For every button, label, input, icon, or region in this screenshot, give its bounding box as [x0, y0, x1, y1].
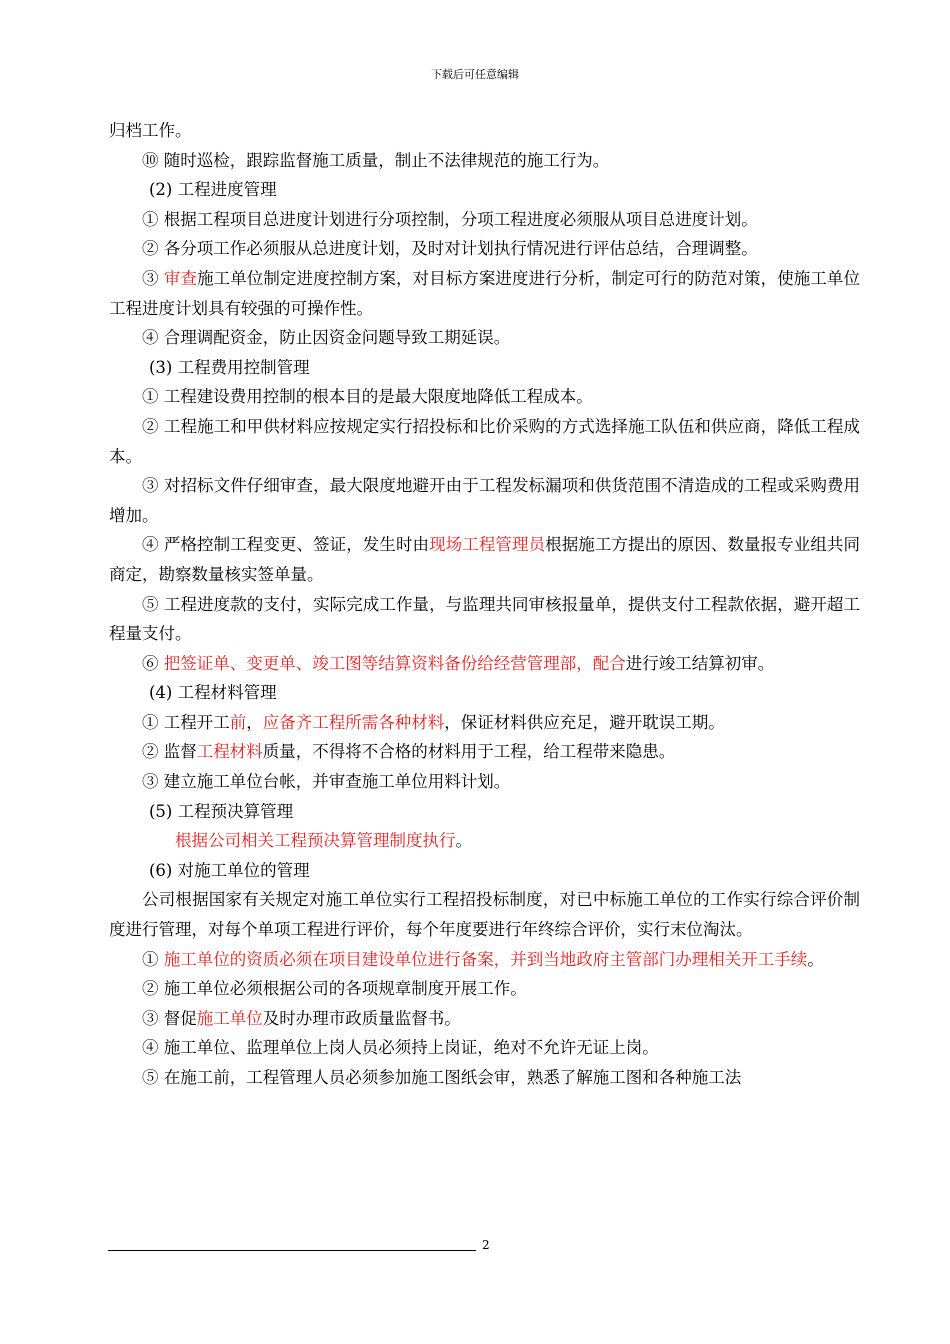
text-segment: ③ 对招标文件仔细审查，最大限度地避开由于工程发标漏项和供货范围不清造成的工程或采购费用增加。	[109, 476, 860, 525]
paragraph-p01	[109, 116, 860, 146]
text-segment: ② 各分项工作必须服从总进度计划，及时对计划执行情况进行评估总结，合理调整。	[142, 239, 758, 259]
text-segment: ⑩ 随时巡检，跟踪监督施工质量，制止不法律规范的施工行为。	[142, 150, 610, 170]
highlighted-text: 审查	[163, 268, 198, 288]
paragraph-p15	[109, 678, 860, 708]
text-segment: 归档工作。	[109, 121, 192, 140]
text-segment: ② 施工单位必须根据公司的各项规章制度开展工作。	[142, 979, 527, 999]
text-segment: 。	[807, 949, 824, 969]
highlighted-text: 施工单位	[196, 1008, 263, 1028]
highlighted-text: 施工单位的资质必须在项目建设单位进行备案，并到当地政府主管部门办理相关开工手续	[163, 949, 808, 969]
text-segment: ⑤ 工程进度款的支付，实际完成工作量，与监理共同审核报量单，提供支付工程款依据，避开超工程量支付。	[109, 594, 860, 644]
paragraph-p21	[109, 856, 860, 886]
highlighted-text: 前	[229, 712, 247, 732]
text-segment: 及时办理市政质量监督书。	[262, 1008, 461, 1028]
paragraph-p13	[109, 590, 860, 649]
page-header: 下载后可任意编辑	[431, 68, 519, 81]
text-segment: 进行竣工结算初审。	[625, 653, 775, 673]
paragraph-p07	[109, 323, 860, 353]
paragraph-p25	[109, 1004, 860, 1034]
text-segment: (2) 工程进度管理	[149, 180, 277, 200]
text-segment: ⑤ 在施工前，工程管理人员必须参加施工图纸会审，熟悉了解施工图和各种施工法	[142, 1068, 742, 1087]
text-segment: ④ 严格控制工程变更、签证，发生时由	[142, 535, 430, 555]
paragraph-p16	[109, 708, 860, 738]
paragraph-p22	[109, 885, 860, 944]
paragraph-p23	[109, 945, 860, 975]
text-segment: ，	[246, 712, 263, 732]
text-segment: ，保证材料供应充足，避开耽误工期。	[444, 712, 725, 732]
paragraph-p18	[109, 767, 860, 797]
highlighted-text: 工程材料	[196, 742, 263, 762]
paragraph-p24	[109, 974, 860, 1004]
paragraph-p20	[109, 826, 860, 856]
text-segment: ① 工程建设费用控制的根本目的是最大限度地降低工程成本。	[142, 387, 593, 407]
text-segment: ④ 合理调配资金，防止因资金问题导致工期延误。	[142, 328, 511, 348]
paragraph-p12	[109, 530, 860, 589]
text-segment: ⑥	[142, 653, 164, 673]
text-segment: 公司根据国家有关规定对施工单位实行工程招投标制度，对已中标施工单位的工作实行综合评价制度进行管理，对每个单项工程进行评价，每个年度要进行年终综合评价，实行末位淘汰。	[109, 890, 860, 940]
paragraph-p11	[109, 471, 860, 530]
highlighted-text: 根据公司相关工程预决算管理制度执行	[175, 831, 456, 851]
document-body	[109, 116, 860, 1093]
page-number: 2	[482, 1238, 490, 1252]
text-segment: ① 工程开工	[142, 712, 230, 732]
text-segment: ①	[142, 949, 164, 969]
paragraph-p05	[109, 234, 860, 264]
highlighted-text: 应备齐工程所需各种材料	[262, 712, 445, 732]
text-segment: (3) 工程费用控制管理	[149, 357, 310, 377]
paragraph-p26	[109, 1033, 860, 1063]
text-segment: ③ 督促	[142, 1008, 197, 1028]
paragraph-p09	[109, 382, 860, 412]
paragraph-p17	[109, 737, 860, 767]
highlighted-text: 现场工程管理员	[429, 535, 546, 555]
paragraph-p03	[109, 175, 860, 205]
paragraph-p19	[109, 797, 860, 827]
text-segment: ① 根据工程项目总进度计划进行分项控制，分项工程进度必须服从项目总进度计划。	[142, 209, 758, 229]
text-segment: 质量，不得将不合格的材料用于工程，给工程带来隐患。	[262, 742, 676, 762]
text-segment: (6) 对施工单位的管理	[149, 860, 310, 880]
paragraph-p02	[109, 146, 860, 176]
paragraph-p14	[109, 649, 860, 679]
text-segment: ② 工程施工和甲供材料应按规定实行招投标和比价采购的方式选择施工队伍和供应商，降低工程成本。	[109, 416, 860, 466]
text-segment: ③ 建立施工单位台帐，并审查施工单位用料计划。	[142, 772, 511, 792]
text-segment: ④ 施工单位、监理单位上岗人员必须持上岗证，绝对不允许无证上岗。	[142, 1038, 659, 1058]
text-segment: ③	[142, 268, 164, 288]
text-segment: ② 监督	[142, 742, 197, 762]
text-segment: 。	[455, 831, 472, 851]
paragraph-p27	[109, 1063, 860, 1093]
footer-rule	[108, 1250, 476, 1251]
highlighted-text: 把签证单、变更单、竣工图等结算资料备份给经营管理部，配合	[163, 653, 626, 673]
text-segment: (5) 工程预决算管理	[149, 801, 294, 821]
text-segment: (4) 工程材料管理	[149, 683, 277, 703]
paragraph-p08	[109, 353, 860, 383]
paragraph-p04	[109, 205, 860, 235]
text-segment: 根据施工方提出的原因、数量报专业组共同商定，勘察数量核实签单量。	[109, 535, 861, 584]
paragraph-p10	[109, 412, 860, 471]
text-segment: 施工单位制定进度控制方案，对目标方案进度进行分析，制定可行的防范对策，使施工单位工程进度计划具有较强的可操作性。	[109, 268, 861, 318]
paragraph-p06	[109, 264, 860, 323]
